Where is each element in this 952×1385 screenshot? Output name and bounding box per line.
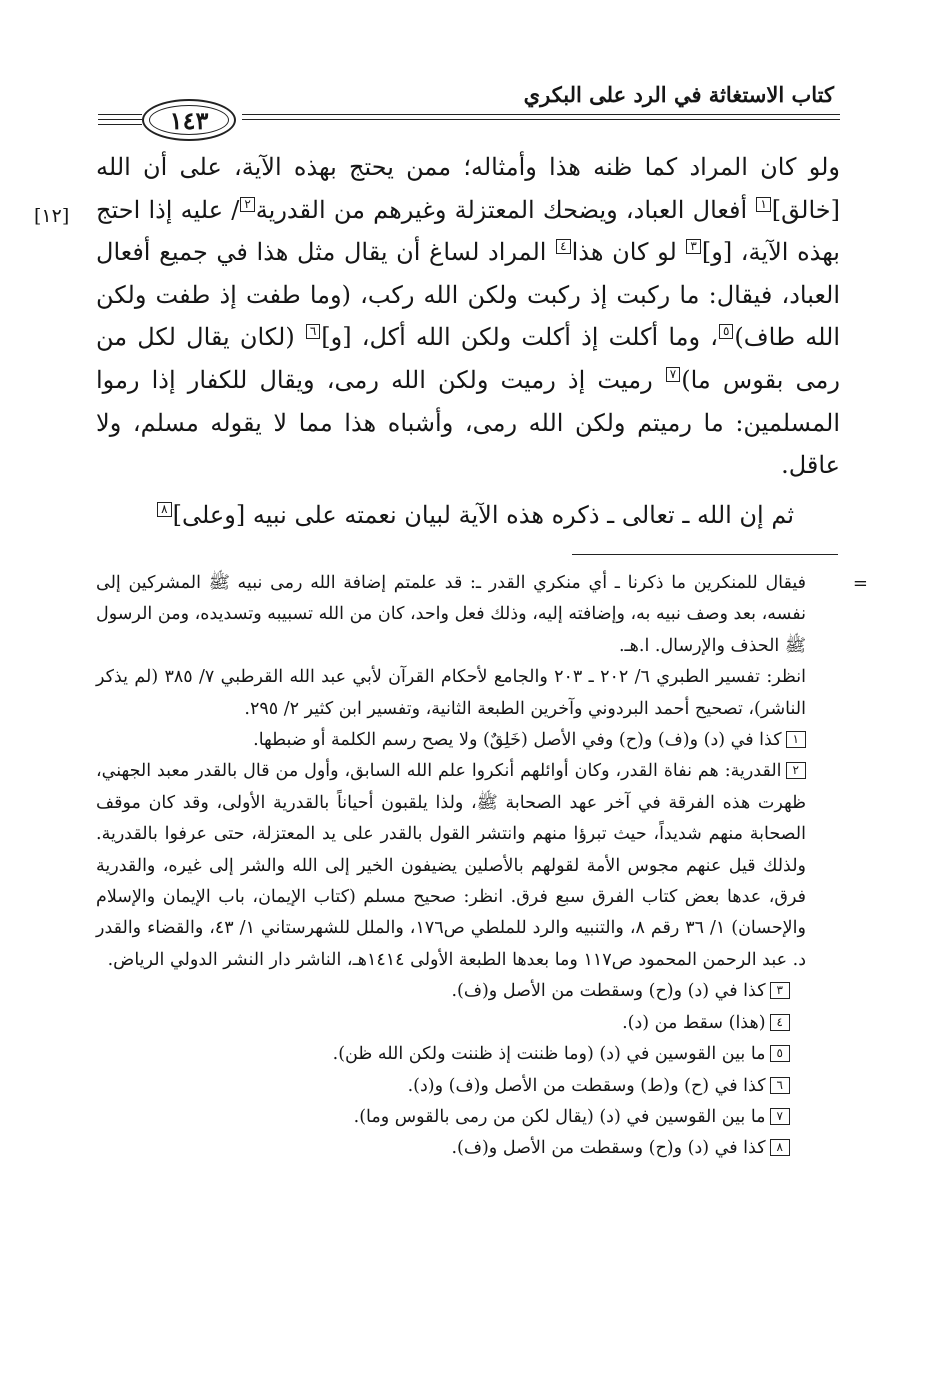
text-segment: رميت إذ رميت ولكن الله رمى، ويقال للكفار إذا رموا المسلمين: ما رميتم ولكن الله رمى، وأشباه هذا مما لا يقوله مسلم، ولا عاقل. <box>96 365 840 480</box>
footnote-number: ١ <box>786 731 806 748</box>
footnote-item <box>96 1008 840 1039</box>
main-paragraph <box>96 146 840 487</box>
continuation-text: فيقال للمنكرين ما ذكرنا ـ أي منكري القدر ـ: قد علمتم إضافة الله رمى نبيه ﷺ المشركين إلى نفسه، بعد وصف نبيه به، وإضافته إليه، وذلك فعل واحد، كان من الله تسبيبه وتسديده، ومن الرسول ﷺ الحذف والإرسال. ا.هـ. <box>96 573 806 656</box>
footnotes-section <box>96 568 868 1165</box>
reference-text: انظر: تفسير الطبري ٦/ ٢٠٢ ـ ٢٠٣ والجامع لأحكام القرآن لأبي عبد الله القرطبي ٧/ ٣٨٥ (لم يذكر الناشر)، تصحيح أحمد البردوني وآخرين الطبعة الثانية، وتفسير ابن كثير ٢/ ٢٩٥. <box>96 667 806 719</box>
footnote-marker-8[interactable]: ٨ <box>157 502 171 517</box>
header-rule-right-bottom <box>242 119 840 120</box>
margin-reference: [١٢] <box>34 205 70 227</box>
footnote-number: ٤ <box>770 1014 790 1031</box>
footnote-item <box>96 1039 840 1070</box>
footnote-number: ٣ <box>770 982 790 999</box>
footnote-text: كذا في (ح) و(ط) وسقطت من الأصل و(ف) و(د). <box>407 1075 766 1096</box>
closing-line <box>96 494 840 537</box>
footnote-item <box>96 1133 840 1164</box>
footnote-number: ٨ <box>770 1139 790 1156</box>
footnote-text: كذا في (د) و(ح) وسقطت من الأصل و(ف). <box>451 1138 766 1159</box>
footnote-number: ٦ <box>770 1077 790 1094</box>
footnote-reference <box>96 662 840 725</box>
text-segment: ولو كان المراد كما ظنه هذا وأمثاله؛ ممن يحتج بهذه الآية، على أن الله [خالق] <box>96 153 840 224</box>
footnote-item <box>96 756 840 976</box>
footnote-marker-7[interactable]: ٧ <box>666 367 680 382</box>
footnote-text: كذا في (د) و(ح) وسقطت من الأصل و(ف). <box>451 981 766 1002</box>
header-rule-right-top <box>242 114 840 115</box>
footnote-number: ٥ <box>770 1045 790 1062</box>
footnote-text: ما بين القوسين في (د) (يقال لكن من رمى بالقوس وما). <box>353 1106 766 1127</box>
footnote-item <box>96 1071 840 1102</box>
text-segment: المراد لساغ أن يقال مثل هذا في جميع أفعال العباد، فيقال: ما ركبت إذ ركبت ولكن الله ركب، (وما طفت إذ طفت ولكن الله طاف) <box>96 238 841 352</box>
footnote-number: ٧ <box>770 1108 790 1125</box>
footnote-number: ٢ <box>786 762 806 779</box>
text-segment: أفعال العباد، ويضحك المعتزلة وغيرهم من القدرية <box>255 195 748 224</box>
footnote-item <box>96 1102 840 1133</box>
footnote-marker-3[interactable]: ٣ <box>686 239 700 254</box>
main-text <box>96 146 840 536</box>
footnote-text: (هذا) سقط من (د). <box>622 1012 766 1033</box>
footnote-item <box>96 976 840 1007</box>
text-segment: / عليه إذا احتج بهذه الآية، [و] <box>96 195 840 267</box>
header-rule-left-1 <box>98 114 142 115</box>
page-number-badge <box>142 99 236 141</box>
page-number: ١٤٣ <box>169 105 209 135</box>
footnote-marker-1[interactable]: ١ <box>756 197 770 212</box>
text-segment: لو كان هذا <box>571 238 677 267</box>
footnote-divider <box>572 554 838 555</box>
footnote-marker-2[interactable]: ٢ <box>240 197 254 212</box>
footnote-text: ما بين القوسين في (د) (وما ظننت إذ ظننت ولكن الله ظن). <box>332 1044 766 1065</box>
continuation-mark: = <box>852 573 868 594</box>
header-rule-left-2 <box>98 119 142 120</box>
text-segment: ثم إن الله ـ تعالى ـ ذكره هذه الآية لبيان نعمته على نبيه [وعلى] <box>172 500 794 529</box>
footnote-marker-6[interactable]: ٦ <box>306 324 320 339</box>
footnote-text: القدرية: هم نفاة القدر، وكان أوائلهم أنكروا علم الله السابق، وأول من قال بالقدر معبد الجهني، ظهرت هذه الفرقة في آخر عهد الصحابة ﷺ، ولذا يلقبون أحياناً بالقدرية الأولى، وقد كان موقف الصحابة منهم شديداً، حيث تبرؤا منهم وانتشر القول بالقدر على يد المعتزلة، حتى عرفوا بالقدرية. ولذلك قيل عنهم مجوس الأمة لقولهم بالأصلين يضيفون الخير إلى الله والشر إلى غيره، والقدرية فرق، عدها بعض كتاب الفرق سبع فرق. انظر: صحيح مسلم (كتاب الإيمان، باب الإيمان والإسلام والإحسان) ١/ ٣٦ رقم ٨، والتنبيه والرد للملطي ص١٧٦، والملل للشهرستاني ١/ ٤٣، والقضاء والقدر د. عبد الرحمن المحمود ص١١٧ وما بعدها الطبعة الأولى ١٤١٤هـ، الناشر دار النشر الدولي الرياض. <box>96 761 806 970</box>
text-segment: ، وما أكلت إذ أكلت ولكن الله أكل، [و] <box>321 323 718 352</box>
running-head-title: كتاب الاستغاثة في الرد على البكري <box>523 82 834 107</box>
footnote-item <box>96 725 840 756</box>
footnote-text: كذا في (د) و(ف) و(ح) وفي الأصل (خَلِقٌ) ولا يصح رسم الكلمة أو ضبطها. <box>253 730 782 751</box>
text-segment: (لكان يقال لكل من رمى بقوس ما) <box>96 323 840 394</box>
footnote-marker-4[interactable]: ٤ <box>556 239 570 254</box>
header-rule-left-3 <box>98 124 142 125</box>
footnote-marker-5[interactable]: ٥ <box>719 324 733 339</box>
footnote-continuation <box>96 568 868 662</box>
